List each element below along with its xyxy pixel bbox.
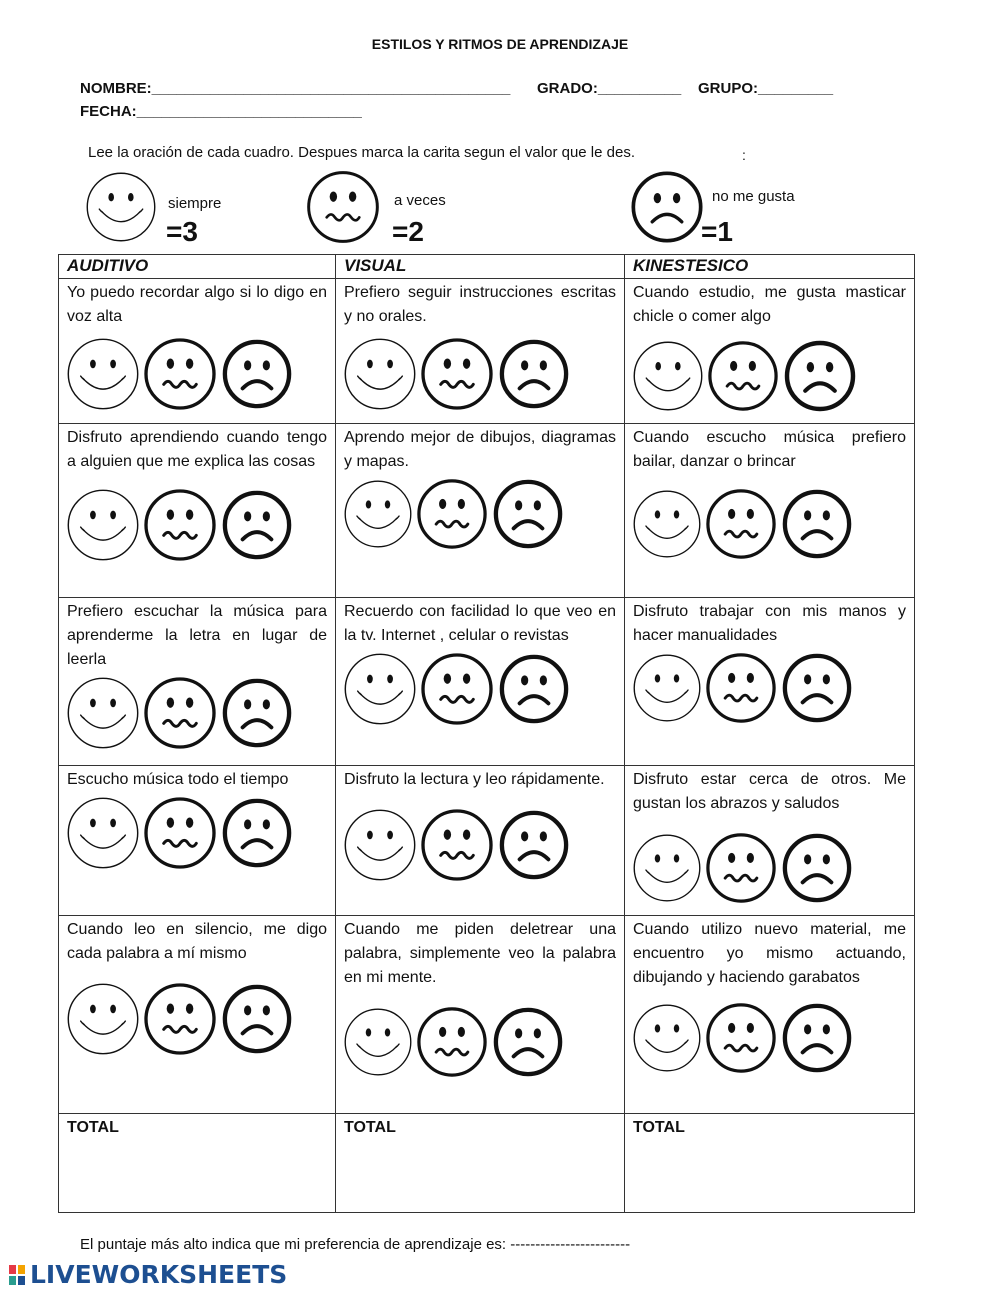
- happy-face-icon[interactable]: [67, 338, 139, 410]
- face-options: [633, 652, 906, 724]
- grade-field[interactable]: GRADO:__________: [537, 80, 682, 97]
- sad-face-icon[interactable]: [221, 983, 293, 1055]
- date-field[interactable]: FECHA:___________________________: [80, 103, 362, 120]
- statement-text: Disfruto trabajar con mis manos y hacer manualidades: [633, 603, 906, 644]
- footer-text: El puntaje más alto indica que mi preferencia de aprendizaje es: ------------------------: [80, 1236, 631, 1253]
- page-title: ESTILOS Y RITMOS DE APRENDIZAJE: [371, 36, 629, 52]
- total-cell-auditivo[interactable]: [59, 1114, 336, 1213]
- happy-face-icon[interactable]: [67, 489, 139, 561]
- sad-face-icon[interactable]: [498, 809, 570, 881]
- sad-face-icon[interactable]: [783, 339, 857, 413]
- worried-face-icon[interactable]: [705, 652, 777, 724]
- happy-face-icon[interactable]: [633, 1004, 701, 1072]
- worried-face-icon[interactable]: [143, 982, 217, 1056]
- sad-face-icon: [630, 170, 704, 249]
- sad-face-icon[interactable]: [781, 652, 853, 724]
- sad-face-icon[interactable]: [492, 1006, 564, 1078]
- instructions-text: Lee la oración de cada cuadro. Despues marca la carita segun el valor que le des.: [88, 144, 635, 161]
- worried-face-icon[interactable]: [705, 832, 777, 904]
- sad-face-icon[interactable]: [498, 338, 570, 410]
- face-options: [344, 337, 616, 411]
- brand-square: [17, 1275, 26, 1286]
- sad-face-icon[interactable]: [781, 1002, 853, 1074]
- happy-face-icon[interactable]: [344, 1008, 412, 1076]
- scale-value-dislike: =1: [701, 216, 733, 247]
- statement-cell: [336, 766, 625, 916]
- statement-text: Disfruto la lectura y leo rápidamente.: [344, 771, 605, 788]
- worried-face-icon[interactable]: [420, 808, 494, 882]
- brand-icon: [8, 1264, 26, 1286]
- statement-cell: [625, 424, 915, 598]
- face-options: [67, 982, 327, 1056]
- worried-face-icon[interactable]: [420, 337, 494, 411]
- face-options: [633, 488, 906, 560]
- brand-square: [8, 1264, 17, 1275]
- table-row: [59, 916, 915, 1114]
- statement-text: Cuando me piden deletrear una palabra, simplemente veo la palabra en mi mente.: [344, 921, 616, 986]
- total-label: TOTAL: [344, 1119, 396, 1136]
- statement-text: Escucho música todo el tiempo: [67, 771, 289, 788]
- sad-face-icon[interactable]: [498, 653, 570, 725]
- learning-styles-table: [58, 254, 915, 1213]
- sad-face-icon[interactable]: [221, 338, 293, 410]
- statement-text: Recuerdo con facilidad lo que veo en la tv. Internet , celular o revistas: [344, 603, 616, 644]
- worried-face-icon[interactable]: [705, 488, 777, 560]
- total-cell-visual[interactable]: [336, 1114, 625, 1213]
- column-header-visual: VISUAL: [336, 255, 625, 279]
- face-options: [344, 808, 616, 882]
- worried-face-icon[interactable]: [143, 337, 217, 411]
- worried-face-icon[interactable]: [143, 796, 217, 870]
- statement-cell: [625, 598, 915, 766]
- total-label: TOTAL: [67, 1119, 119, 1136]
- brand-logo: [8, 1260, 287, 1289]
- statement-text: Disfruto aprendiendo cuando tengo a alguien que me explica las cosas: [67, 429, 327, 470]
- statement-text: Cuando escucho música prefiero bailar, danzar o brincar: [633, 429, 906, 470]
- statement-cell: [59, 916, 336, 1114]
- statement-cell: [59, 424, 336, 598]
- statement-cell: [59, 279, 336, 424]
- worried-face-icon[interactable]: [143, 488, 217, 562]
- statement-cell: [336, 598, 625, 766]
- happy-face-icon[interactable]: [67, 797, 139, 869]
- face-options: [67, 488, 327, 562]
- face-options: [344, 478, 616, 550]
- sad-face-icon[interactable]: [221, 797, 293, 869]
- brand-square: [8, 1275, 17, 1286]
- happy-face-icon[interactable]: [633, 490, 701, 558]
- sad-face-icon[interactable]: [221, 677, 293, 749]
- statement-text: Yo puedo recordar algo si lo digo en voz alta: [67, 284, 327, 325]
- table-row: [59, 766, 915, 916]
- table-row: [59, 598, 915, 766]
- total-label: TOTAL: [633, 1119, 685, 1136]
- face-options: [67, 337, 327, 411]
- statement-cell: [625, 279, 915, 424]
- statement-text: Prefiero seguir instrucciones escritas y no orales.: [344, 284, 616, 325]
- scale-label-dislike: no me gusta: [712, 188, 795, 205]
- happy-face-icon[interactable]: [633, 834, 701, 902]
- face-options: [633, 339, 906, 413]
- totals-row: [59, 1114, 915, 1213]
- face-options: [633, 1002, 906, 1074]
- worried-face-icon[interactable]: [707, 340, 779, 412]
- sad-face-icon[interactable]: [781, 488, 853, 560]
- worried-face-icon[interactable]: [420, 652, 494, 726]
- worried-face-icon[interactable]: [705, 1002, 777, 1074]
- total-cell-kinestesico[interactable]: [625, 1114, 915, 1213]
- face-options: [67, 796, 327, 870]
- table-row: [59, 279, 915, 424]
- statement-cell: [59, 598, 336, 766]
- happy-face-icon[interactable]: [67, 677, 139, 749]
- happy-face-icon[interactable]: [67, 983, 139, 1055]
- statement-text: Aprendo mejor de dibujos, diagramas y mapas.: [344, 429, 616, 470]
- statement-text: Cuando estudio, me gusta masticar chicle o comer algo: [633, 284, 906, 325]
- face-options: [344, 1006, 616, 1078]
- worried-face-icon[interactable]: [416, 1006, 488, 1078]
- scale-value-always: =3: [166, 216, 198, 247]
- sad-face-icon[interactable]: [781, 832, 853, 904]
- happy-face-icon[interactable]: [344, 480, 412, 548]
- statement-text: Cuando utilizo nuevo material, me encuentro yo mismo actuando, dibujando y haciendo garabatos: [633, 921, 906, 986]
- happy-face-icon[interactable]: [633, 654, 701, 722]
- happy-face-icon[interactable]: [344, 653, 416, 725]
- scale-label-sometimes: a veces: [394, 192, 446, 209]
- sad-face-icon[interactable]: [221, 489, 293, 561]
- sad-face-icon[interactable]: [492, 478, 564, 550]
- statement-cell: [625, 766, 915, 916]
- scale-label-always: siempre: [168, 195, 222, 212]
- statement-cell: [336, 424, 625, 598]
- worried-face-icon[interactable]: [143, 676, 217, 750]
- statement-cell: [625, 916, 915, 1114]
- happy-face-icon[interactable]: [344, 809, 416, 881]
- face-options: [344, 652, 616, 726]
- face-options: [67, 676, 327, 750]
- scale-value-sometimes: =2: [392, 216, 424, 247]
- column-header-auditivo: AUDITIVO: [59, 255, 336, 279]
- statement-text: Prefiero escuchar la música para aprenderme la letra en lugar de leerla: [67, 603, 327, 668]
- statement-cell: [336, 279, 625, 424]
- worried-face-icon[interactable]: [416, 478, 488, 550]
- worried-face-icon: [306, 170, 380, 249]
- group-field[interactable]: GRUPO:_________: [698, 80, 834, 97]
- statement-text: Cuando leo en silencio, me digo cada palabra a mí mismo: [67, 921, 327, 962]
- statement-cell: [59, 766, 336, 916]
- happy-face-icon[interactable]: [633, 341, 703, 411]
- statement-cell: [336, 916, 625, 1114]
- column-header-kinestesico: KINESTESICO: [625, 255, 915, 279]
- happy-face-icon: [86, 172, 156, 247]
- name-field[interactable]: NOMBRE:___________________________________________: [80, 80, 511, 97]
- face-options: [633, 832, 906, 904]
- happy-face-icon[interactable]: [344, 338, 416, 410]
- brand-name: LIVEWORKSHEETS: [30, 1260, 288, 1289]
- table-row: [59, 424, 915, 598]
- statement-text: Disfruto estar cerca de otros. Me gustan los abrazos y saludos: [633, 771, 906, 812]
- instructions-colon: :: [742, 147, 746, 163]
- brand-square: [17, 1264, 26, 1275]
